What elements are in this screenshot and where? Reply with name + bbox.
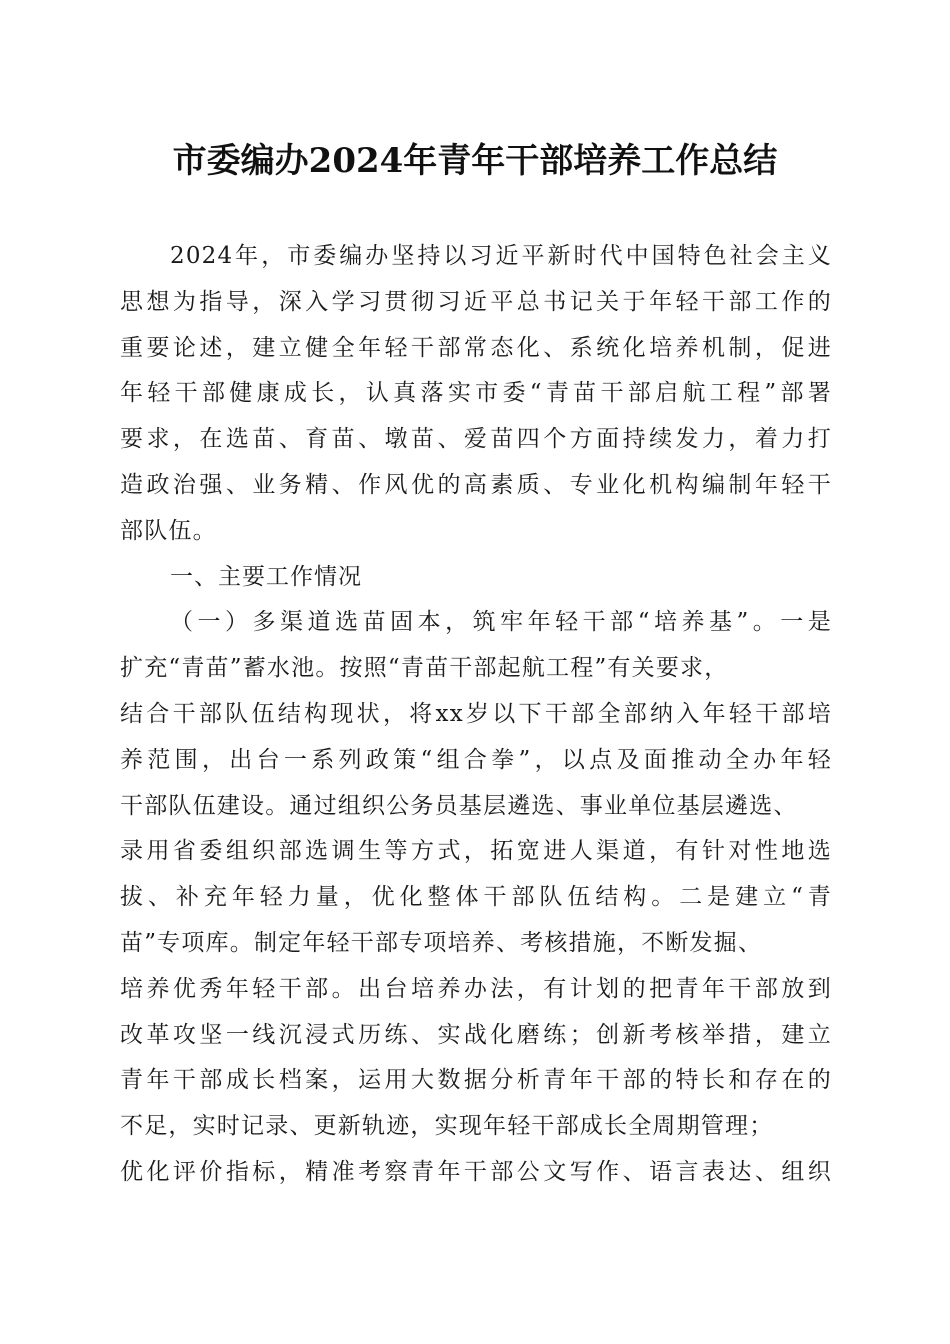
paragraph-line: 青年干部成长档案，运用大数据分析青年干部的特长和存在的 <box>120 1067 832 1094</box>
paragraph-line: 部队伍。 <box>120 517 217 544</box>
paragraph-line: 年轻干部健康成长，认真落实市委“青苗干部启航工程”部署 <box>120 380 832 407</box>
paragraph-line: 2024年，市委编办坚持以习近平新时代中国特色社会主义 <box>170 243 832 269</box>
paragraph-line: 优化评价指标，精准考察青年干部公文写作、语言表达、组织 <box>120 1158 832 1185</box>
document-body <box>120 234 832 1196</box>
paragraph-line: 不足，实时记录、更新轨迹，实现年轻干部成长全周期管理； <box>120 1113 774 1140</box>
paragraph-line: 改革攻坚一线沉浸式历练、实战化磨练；创新考核举措，建立 <box>120 1021 832 1048</box>
paragraph-line: 养范围，出台一系列政策“组合拳”，以点及面推动全办年轻 <box>120 746 832 773</box>
document-title: 市委编办2024年青年干部培养工作总结 <box>172 141 778 181</box>
paragraph-line: 培养优秀年轻干部。出台培养办法，有计划的把青年干部放到 <box>120 975 832 1002</box>
paragraph-line: 拔、补充年轻力量，优化整体干部队伍结构。二是建立“青 <box>120 884 832 911</box>
section-heading: 一、主要工作情况 <box>170 563 362 590</box>
paragraph-line: 扩充“青苗”蓄水池。按照“青苗干部起航工程”有关要求， <box>120 655 729 682</box>
paragraph-line: 录用省委组织部选调生等方式，拓宽进人渠道，有针对性地选 <box>120 838 832 865</box>
paragraph-line: 干部队伍建设。通过组织公务员基层遴选、事业单位基层遴选、 <box>120 792 798 819</box>
paragraph-line: 思想为指导，深入学习贯彻习近平总书记关于年轻干部工作的 <box>120 288 832 315</box>
paragraph-line: 结合干部队伍结构现状，将xx岁以下干部全部纳入年轻干部培 <box>120 700 832 727</box>
subsection-line: （一）多渠道选苗固本，筑牢年轻干部“培养基”。一是 <box>170 609 832 636</box>
paragraph-line: 苗”专项库。制定年轻干部专项培养、考核措施，不断发掘、 <box>120 929 763 956</box>
paragraph-line: 重要论述，建立健全年轻干部常态化、系统化培养机制，促进 <box>120 334 832 361</box>
paragraph-line: 要求，在选苗、育苗、墩苗、爱苗四个方面持续发力，着力打 <box>120 426 832 453</box>
paragraph-line: 造政治强、业务精、作风优的高素质、专业化机构编制年轻干 <box>120 471 832 498</box>
